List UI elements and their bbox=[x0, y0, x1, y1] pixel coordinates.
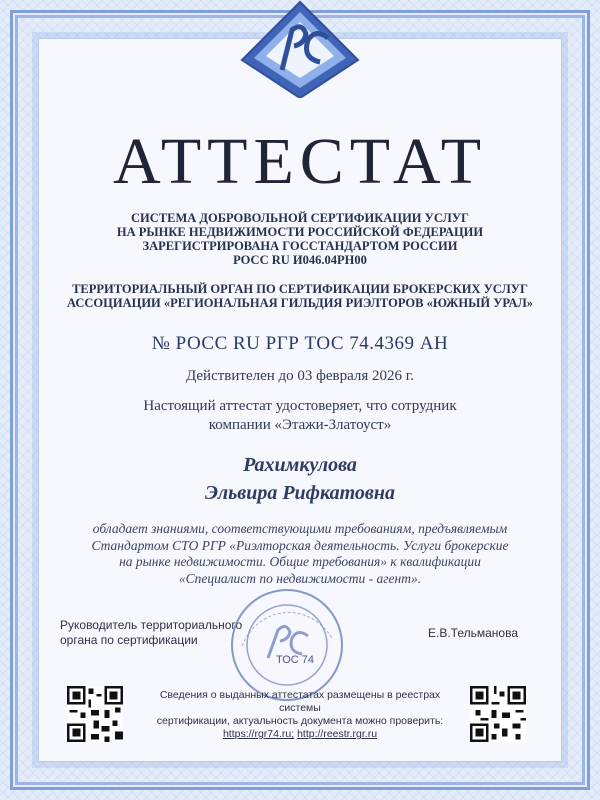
stamp-label: ТОС 74 bbox=[276, 654, 315, 666]
role-line: органа по сертификации bbox=[60, 633, 198, 647]
role-line: Руководитель территориального bbox=[60, 618, 243, 632]
system-line: РОСС RU И046.04РН00 bbox=[233, 253, 367, 267]
certificate-title: АТТЕСТАТ bbox=[112, 125, 488, 198]
holder-surname: Рахимкулова bbox=[243, 454, 357, 476]
certification-system bbox=[40, 211, 560, 267]
rgr74-link[interactable]: https://rgr74.ru; bbox=[222, 728, 295, 740]
qualification-description bbox=[40, 521, 560, 587]
system-line: ЗАРЕГИСТРИРОВАНА ГОССТАНДАРТОМ РОССИИ bbox=[142, 239, 458, 253]
certifies-line: компании «Этажи-Златоуст» bbox=[208, 417, 392, 433]
system-line: СИСТЕМА ДОБРОВОЛЬНОЙ СЕРТИФИКАЦИИ УСЛУГ bbox=[131, 211, 469, 225]
certification-organ bbox=[40, 282, 560, 310]
holder-given-names: Эльвира Рифкатовна bbox=[205, 482, 395, 504]
holder-name bbox=[0, 451, 600, 507]
reestr-link[interactable]: http://reestr.rgr.ru bbox=[297, 728, 378, 740]
description-line: «Специалист по недвижимости - агент». bbox=[178, 570, 422, 586]
qr-code-icon[interactable] bbox=[67, 686, 123, 742]
description-line: на рынке недвижимости. Общие требования» к квалификации bbox=[119, 554, 481, 569]
rs-logo-icon bbox=[240, 0, 360, 98]
certifies-line: Настоящий аттестат удостоверяет, что сотрудник bbox=[143, 398, 457, 414]
description-line: обладает знаниями, соответствующими требованиям, предъявляемым bbox=[92, 521, 508, 536]
footer-line: сертификации, актуальность документа можно проверить: bbox=[156, 715, 444, 727]
stamp-seal-icon bbox=[228, 586, 346, 704]
signer-name: Е.В.Тельманова bbox=[428, 626, 518, 640]
system-line: НА РЫНКЕ НЕДВИЖИМОСТИ РОССИЙСКОЙ ФЕДЕРАЦИИ bbox=[116, 225, 484, 239]
description-line: Стандартом СТО РГР «Риэлторская деятельность. Услуги брокерские bbox=[91, 537, 509, 553]
certificate-number: № РОСС RU РГР ТОС 74.4369 АН bbox=[151, 333, 449, 354]
footer-links bbox=[140, 728, 460, 741]
qr-code-icon[interactable] bbox=[470, 686, 526, 742]
signatory-role bbox=[60, 618, 242, 648]
verification-note bbox=[140, 689, 460, 741]
organ-line: АССОЦИАЦИИ «РЕГИОНАЛЬНАЯ ГИЛЬДИЯ РИЭЛТОРОВ «ЮЖНЫЙ УРАЛ» bbox=[66, 296, 534, 310]
organ-line: ТЕРРИТОРИАЛЬНЫЙ ОРГАН ПО СЕРТИФИКАЦИИ БРОКЕРСКИХ УСЛУГ bbox=[72, 282, 528, 296]
certifies-text bbox=[0, 397, 600, 435]
footer-line: Сведения о выданных аттестатах размещены в реестрах системы bbox=[159, 689, 441, 714]
validity-date: Действителен до 03 февраля 2026 г. bbox=[185, 368, 415, 384]
